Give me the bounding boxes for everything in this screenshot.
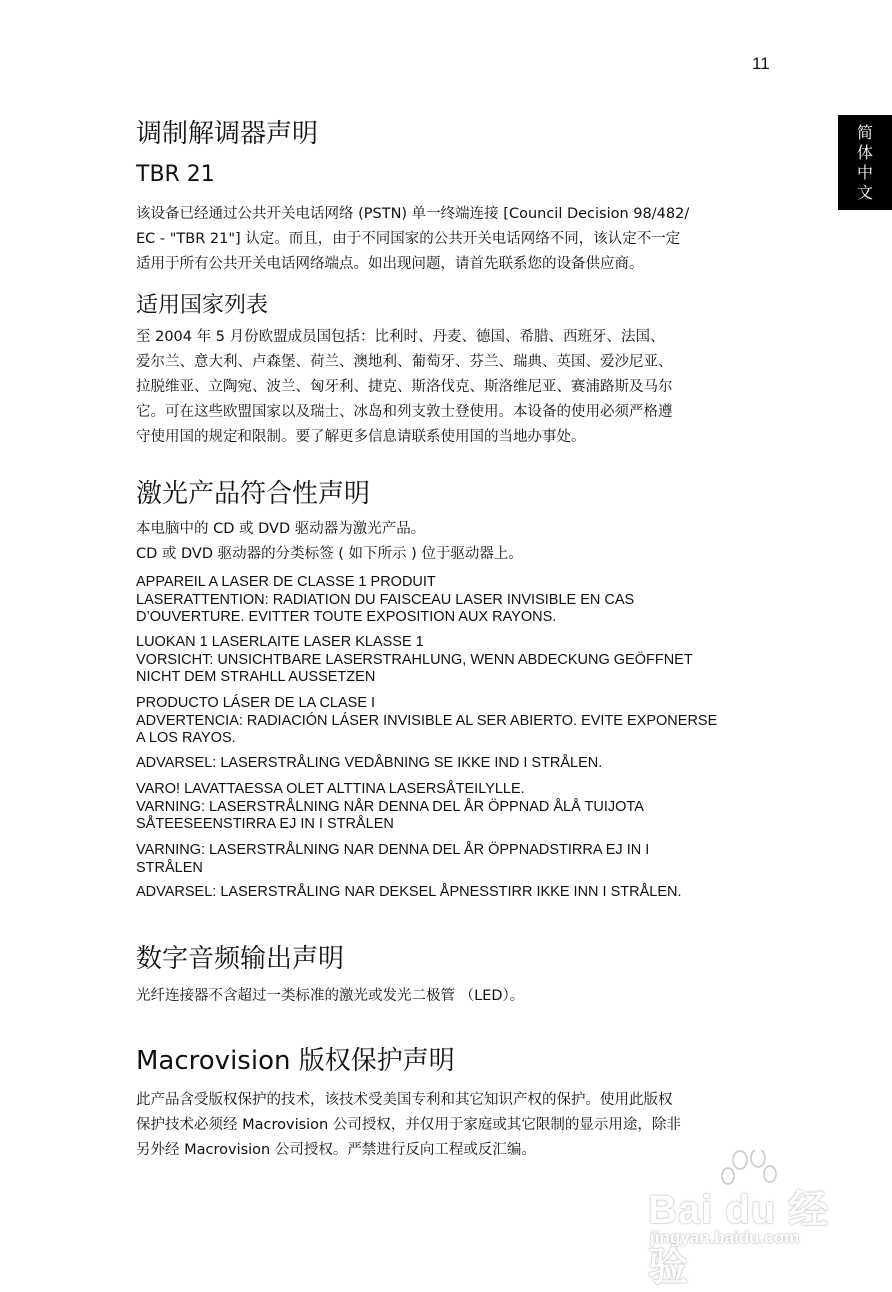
text-line: NICHT DEM STRAHLL AUSSETZEN	[136, 669, 376, 685]
text-line: 本电脑中的 CD 或 DVD 驱动器为激光产品。	[136, 521, 426, 537]
text-line: 保护技术必须经 Macrovision 公司授权，并仅用于家庭或其它限制的显示用途，除非	[136, 1117, 681, 1133]
laser-warning-german	[136, 634, 693, 687]
text-line: VORSICHT: UNSICHTBARE LASERSTRAHLUNG, WENN ABDECKUNG GEÖFFNET	[136, 651, 693, 668]
digital-audio-paragraph	[136, 984, 776, 1009]
text-line: 它。可在这些欧盟国家以及瑞士、冰岛和列支敦士登使用。本设备的使用必须严格遵	[136, 404, 673, 420]
text-line: ADVARSEL: LASERSTRÅLING NAR DEKSEL ÅPNESSTIRR IKKE INN I STRÅLEN.	[136, 884, 682, 900]
text-line: 适用于所有公共开关电话网络端点。如出现问题，请首先联系您的设备供应商。	[136, 256, 644, 272]
modem-statement-title: 调制解调器声明	[136, 119, 319, 149]
text-line: 此产品含受版权保护的技术，该技术受美国专利和其它知识产权的保护。使用此版权	[136, 1092, 673, 1108]
text-line: D’OUVERTURE. EVITTER TOUTE EXPOSITION AUX RAYONS.	[136, 609, 557, 625]
text-line: A LOS RAYOS.	[136, 730, 236, 746]
text-line: ADVERTENCIA: RADIACIÓN LÁSER INVISIBLE AL SER ABIERTO. EVITE EXPONERSE	[136, 712, 718, 729]
laser-warning-spanish	[136, 695, 717, 748]
countries-paragraph	[136, 325, 776, 450]
tbr21-subtitle: TBR 21	[136, 162, 215, 187]
page-number: 11	[752, 54, 770, 73]
watermark-url: jingyan.baidu.com	[650, 1228, 800, 1247]
digital-audio-title: 数字音频输出声明	[136, 944, 345, 974]
text-line: STRÅLEN	[136, 859, 203, 876]
laser-compliance-title: 激光产品符合性声明	[136, 479, 371, 509]
laser-intro-paragraph	[136, 517, 776, 567]
laser-warning-danish	[136, 755, 602, 773]
text-line: LUOKAN 1 LASERLAITE LASER KLASSE 1	[136, 634, 424, 650]
macrovision-title: Macrovision 版权保护声明	[136, 1046, 455, 1076]
text-line: 该设备已经通过公共开关电话网络 (PSTN) 单一终端连接 [Council Decision 98/482/	[136, 206, 690, 222]
laser-warning-swedish	[136, 842, 649, 877]
modem-paragraph	[136, 202, 776, 277]
text-line: 守使用国的规定和限制。要了解更多信息请联系使用国的当地办事处。	[136, 429, 586, 445]
side-tab-char: 体	[856, 142, 873, 162]
laser-warning-french	[136, 574, 634, 627]
baidu-watermark	[640, 1150, 830, 1289]
text-line: APPAREIL A LASER DE CLASSE 1 PRODUIT	[136, 574, 436, 590]
text-line: VARNING: LASERSTRÅLNING NÅR DENNA DEL ÅR ÖPPNAD ÅLÅ TUIJOTA	[136, 798, 644, 815]
text-line: 另外经 Macrovision 公司授权。严禁进行反向工程或反汇编。	[136, 1142, 536, 1158]
language-side-tab	[838, 115, 892, 210]
text-line: 光纤连接器不含超过一类标准的激光或发光二极管 （LED）。	[136, 988, 525, 1004]
side-tab-char: 文	[856, 182, 873, 202]
text-line: ADVARSEL: LASERSTRÅLING VEDÅBNING SE IKKE IND I STRÅLEN.	[136, 755, 603, 771]
countries-list-title: 适用国家列表	[136, 293, 269, 318]
side-tab-char: 中	[856, 162, 873, 182]
text-line: 至 2004 年 5 月份欧盟成员国包括：比利时、丹麦、德国、希腊、西班牙、法国、	[136, 329, 665, 345]
text-line: 爱尔兰、意大利、卢森堡、荷兰、澳地利、葡萄牙、芬兰、瑞典、英国、爱沙尼亚、	[136, 354, 673, 370]
text-line: VARO! LAVATTAESSA OLET ALTTINA LASERSÅTEILYLLE.	[136, 781, 525, 797]
text-line: LASERATTENTION: RADIATION DU FAISCEAU LASER INVISIBLE EN CAS	[136, 591, 635, 608]
text-line: CD 或 DVD 驱动器的分类标签 ( 如下所示 ) 位于驱动器上。	[136, 546, 523, 562]
text-line: SÅTEESEENSTIRRA EJ IN I STRÅLEN	[136, 816, 394, 832]
laser-warning-norwegian	[136, 884, 682, 902]
text-line: EC - "TBR 21"] 认定。而且，由于不同国家的公共开关电话网络不同，该认定不一定	[136, 231, 681, 247]
text-line: 拉脱维亚、立陶宛、波兰、匈牙利、捷克、斯洛伐克、斯洛维尼亚、赛浦路斯及马尔	[136, 379, 673, 395]
side-tab-char: 简	[856, 122, 873, 142]
laser-warning-finnish-swedish	[136, 781, 644, 834]
watermark-logo: Bai du 经验	[648, 1188, 830, 1289]
text-line: PRODUCTO LÁSER DE LA CLASE I	[136, 695, 376, 711]
text-line: VARNING: LASERSTRÅLNING NAR DENNA DEL ÅR ÖPPNADSTIRRA EJ IN I	[136, 842, 650, 858]
